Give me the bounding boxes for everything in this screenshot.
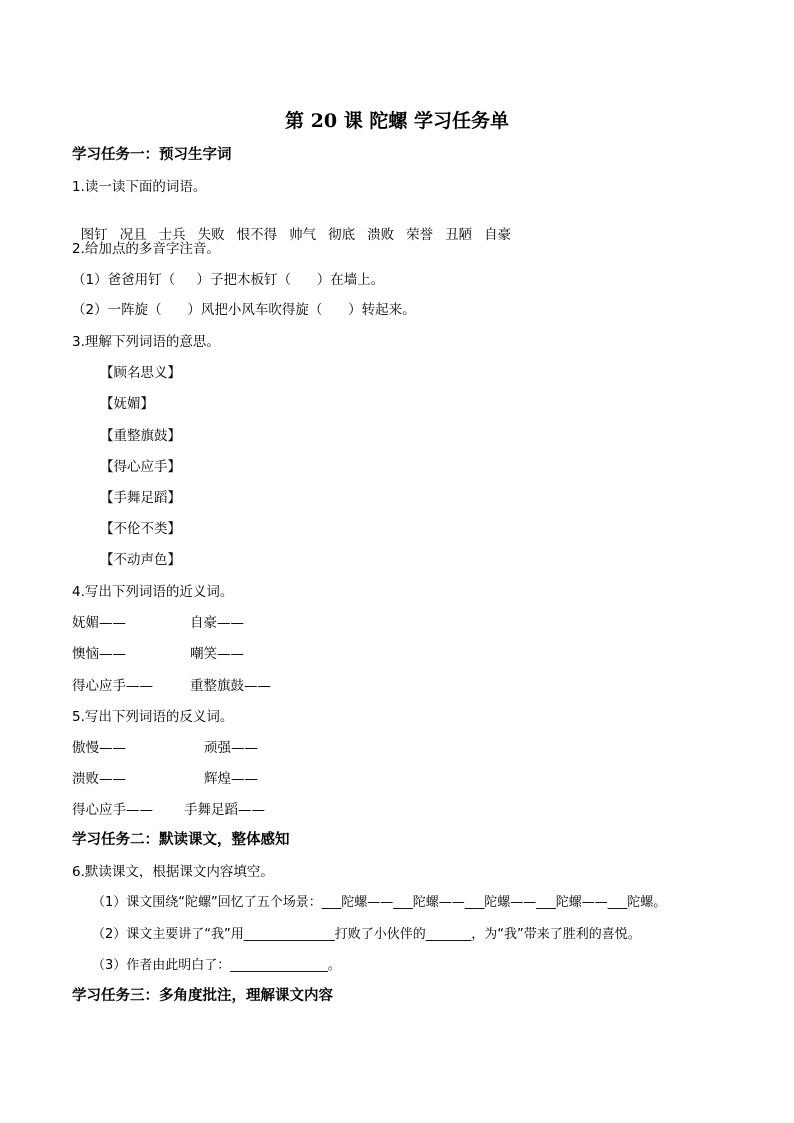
q3-term: 【重整旗鼓】: [100, 428, 181, 444]
q6-item-2: （2）课文主要讲了“我”用______________打败了小伙伴的_______，为“我”带来了胜利的喜悦。: [92, 927, 641, 942]
task3-heading: 学习任务三：多角度批注，理解课文内容: [72, 987, 333, 1004]
q2-item-2: （2）一阵旋（ ）风把小风车吹得旋（ ）转起来。: [72, 302, 416, 318]
task1-heading: 学习任务一：预习生字词: [72, 146, 232, 163]
q5-word-left: 傲慢——: [72, 740, 126, 756]
q6-item-1: （1）课文围绕“陀螺”回忆了五个场景：___陀螺——___陀螺——___陀螺——___陀螺——___陀螺。: [92, 895, 667, 910]
q2-prompt: 2.给加点的多音字注音。: [72, 241, 220, 257]
q3-term: 【手舞足蹈】: [100, 490, 181, 506]
q1-prompt: 1.读一读下面的词语。: [72, 179, 207, 195]
word-item: 溃败: [367, 227, 395, 243]
q4-word-left: 懊恼——: [72, 646, 126, 662]
q6-prompt: 6.默读课文，根据课文内容填空。: [72, 864, 274, 880]
q2-item-1: （1）爸爸用钉（ ）子把木板钉（ ）在墙上。: [72, 272, 385, 288]
q4-prompt: 4.写出下列词语的近义词。: [72, 584, 234, 600]
q4-word-left: 妩媚——: [72, 615, 126, 631]
q4-word-right: 嘲笑——: [190, 646, 244, 662]
q3-term: 【顾名思义】: [100, 365, 181, 381]
word-item: 图钉: [80, 227, 108, 243]
q1-word-list: [72, 208, 523, 244]
word-item: 彻底: [328, 227, 356, 243]
q5-word-left: 溃败——: [72, 771, 126, 787]
word-item: 失败: [197, 227, 225, 243]
q3-term: 【得心应手】: [100, 459, 181, 475]
q3-prompt: 3.理解下列词语的意思。: [72, 334, 220, 350]
q5-word-left: 得心应手——: [72, 802, 153, 818]
word-item: 自豪: [484, 227, 512, 243]
word-item: 荣誉: [406, 227, 434, 243]
q6-item-3: （3）作者由此明白了：_______________。: [92, 958, 341, 973]
word-item: 恨不得: [236, 227, 278, 243]
q4-word-right: 自豪——: [190, 615, 244, 631]
word-item: 况且: [119, 227, 147, 243]
q5-word-right: 辉煌——: [204, 771, 258, 787]
q3-term: 【不动声色】: [100, 552, 181, 568]
word-item: 帅气: [289, 227, 317, 243]
word-item: 士兵: [158, 227, 186, 243]
task2-heading: 学习任务二：默读课文，整体感知: [72, 831, 290, 848]
q5-prompt: 5.写出下列词语的反义词。: [72, 709, 234, 725]
page-title: 第 20 课 陀螺 学习任务单: [285, 110, 509, 132]
q5-word-right: 顽强——: [204, 740, 258, 756]
q4-word-left: 得心应手——: [72, 678, 153, 694]
q4-word-right: 重整旗鼓——: [190, 678, 271, 694]
q3-term: 【不伦不类】: [100, 521, 181, 537]
q3-term: 【妩媚】: [100, 396, 154, 412]
word-item: 丑陋: [445, 227, 473, 243]
q5-word-right: 手舞足蹈——: [184, 802, 265, 818]
